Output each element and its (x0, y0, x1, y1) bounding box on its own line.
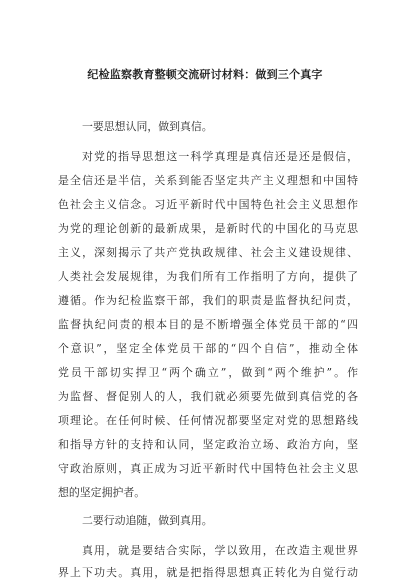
paragraph-line: 为党的理论创新的最新成果，是新时代的中国化的马克思 (58, 222, 358, 235)
paragraph-line: 监督执纪问责的根本目的是不断增强全体党员干部的“四 (58, 318, 358, 331)
paragraph-line: 主义，深刻揭示了共产党执政规律、社会主义建设规律、 (58, 246, 358, 259)
paragraph-line: 项理论。在任何时候、任何情况都要坚定对党的思想路线 (58, 414, 358, 427)
paragraph-line: 色社会主义信念。习近平新时代中国特色社会主义思想作 (58, 198, 358, 211)
section-heading-2: 二要行动追随，做到真用。 (82, 514, 213, 527)
document-title: 纪检监察教育整顿交流研讨材料：做到三个真字 (87, 68, 323, 81)
paragraph-line: 想的坚定拥护者。 (58, 486, 146, 499)
paragraph-line: 为监督、督促别人的人，我们就必须要先做到真信党的各 (58, 390, 358, 403)
paragraph-line: 守政治原则，真正成为习近平新时代中国特色社会主义思 (58, 462, 358, 475)
paragraph-line: 和指导方针的支持和认同，坚定政治立场、政治方向，坚 (58, 438, 358, 451)
paragraph-line: 对党的指导思想这一科学真理是真信还是还是假信， (82, 150, 358, 163)
paragraph-line: 遵循。作为纪检监察干部，我们的职责是监督执纪问责， (58, 294, 358, 307)
paragraph-line: 党员干部切实捍卫“两个确立”，做到“两个维护”。作 (58, 366, 358, 379)
paragraph-line: 真用，就是要结合实际，学以致用，在改造主观世界 (82, 544, 358, 557)
section-heading-1: 一要思想认同，做到真信。 (82, 120, 213, 133)
paragraph-line: 人类社会发展规律，为我们所有工作指明了方向，提供了 (58, 270, 358, 283)
paragraph-line: 个意识”，坚定全体党员干部的“四个自信”，推动全体 (58, 342, 358, 355)
paragraph-line: 界上下功夫。真用，就是把指得思想真正转化为自觉行动 (58, 566, 358, 579)
paragraph-line: 是全信还是半信，关系到能否坚定共产主义理想和中国特 (58, 174, 358, 187)
